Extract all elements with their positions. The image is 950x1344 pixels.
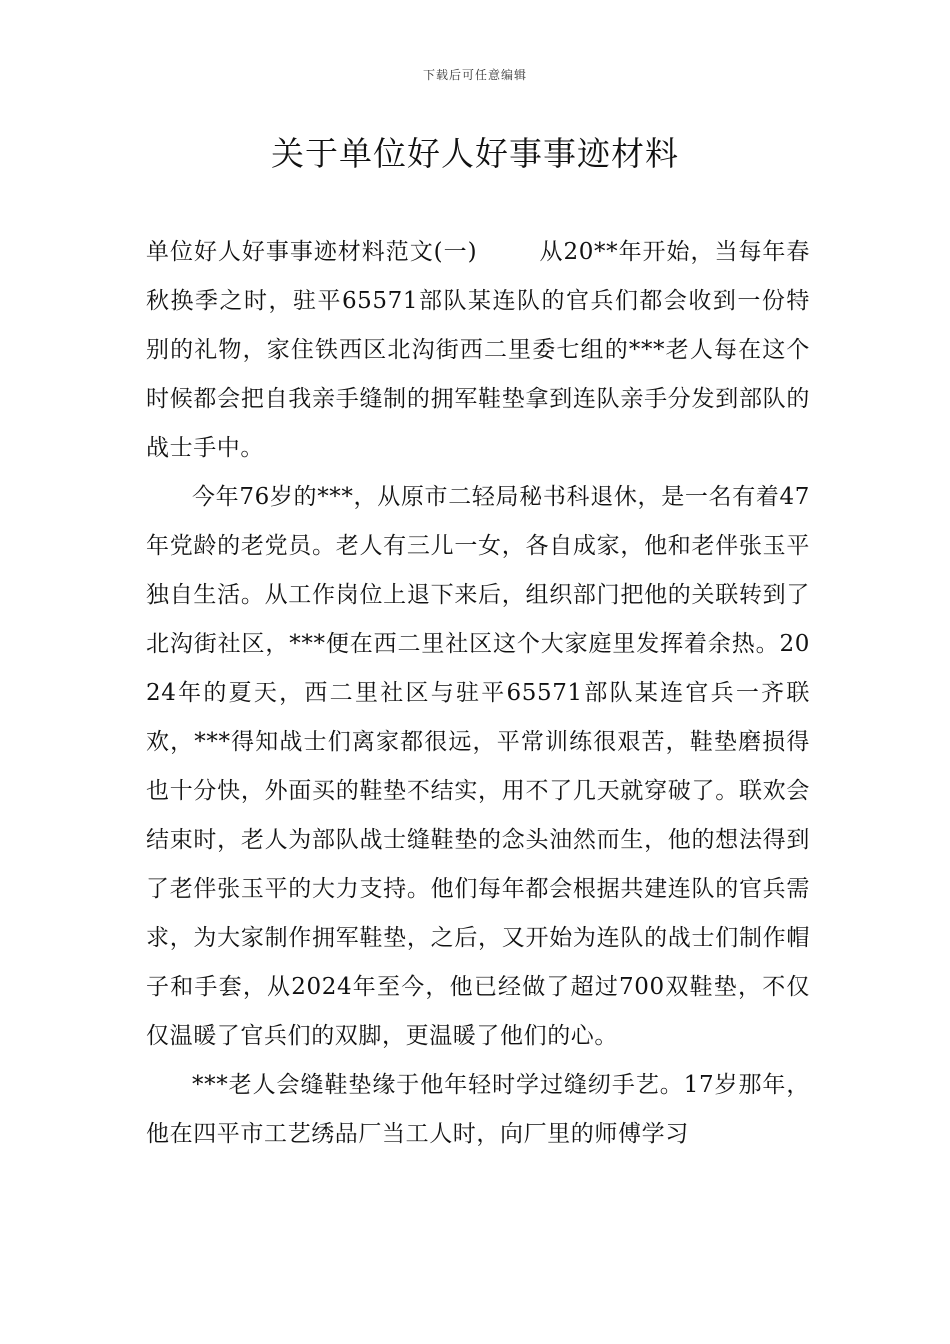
page-header: 下载后可任意编辑 (422, 68, 527, 82)
paragraph-1-lead: 单位好人好事事迹材料范文(一) (146, 239, 478, 265)
paragraph-1-text: 从20**年开始，当每年春秋换季之时，驻平65571部队某连队的官兵们都会收到一份特别的礼物，家住铁西区北沟街西二里委七组的***老人每在这个时候都会把自我亲手缝制的拥军鞋垫拿到连队亲手分发到部队的战士手中。 (146, 239, 810, 461)
paragraph-2: 今年76岁的***，从原市二轻局秘书科退休，是一名有着47年党龄的老党员。老人有三儿一女，各自成家，他和老伴张玉平独自生活。从工作岗位上退下来后，组织部门把他的关联转到了北沟街社区，***便在西二里社区这个大家庭里发挥着余热。2024年的夏天，西二里社区与驻平65571部队某连官兵一齐联欢，***得知战士们离家都很远，平常训练很艰苦，鞋垫磨损得也十分快，外面买的鞋垫不结实，用不了几天就穿破了。联欢会结束时，老人为部队战士缝鞋垫的念头油然而生，他的想法得到了老伴张玉平的大力支持。他们每年都会根据共建连队的官兵需求，为大家制作拥军鞋垫，之后，又开始为连队的战士们制作帽子和手套，从2024年至今，他已经做了超过700双鞋垫，不仅仅温暖了官兵们的双脚，更温暖了他们的心。 (146, 484, 810, 1049)
paragraph-1 (146, 228, 810, 473)
document-title: 关于单位好人好事事迹材料 (271, 134, 679, 173)
paragraph-3: ***老人会缝鞋垫缘于他年轻时学过缝纫手艺。17岁那年，他在四平市工艺绣品厂当工人时，向厂里的师傅学习 (146, 1072, 810, 1147)
document-body (146, 228, 810, 1159)
